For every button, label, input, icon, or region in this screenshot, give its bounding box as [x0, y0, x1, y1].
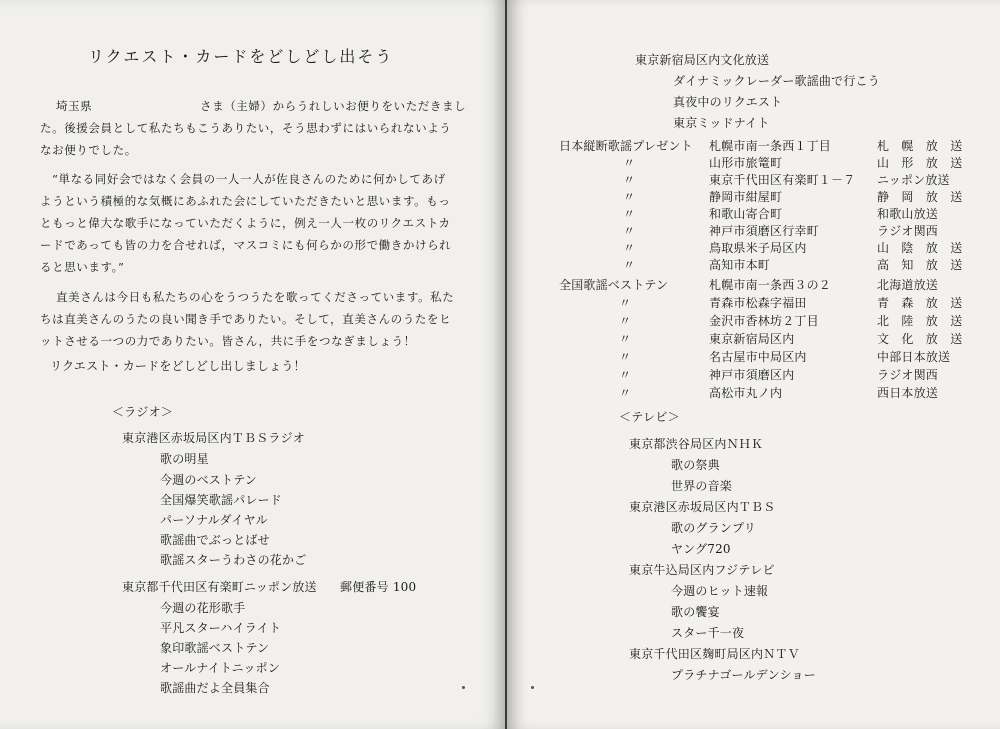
intro-line-3: なお便りでした。: [40, 143, 137, 157]
station-name: 山 形 放 送: [877, 156, 963, 170]
station-address: 東京千代田区有楽町１－７: [709, 173, 856, 187]
program-item: 歌謡スターうわさの花かご: [160, 553, 307, 567]
ditto-mark: 〃: [623, 173, 636, 187]
nippon-address: 東京都千代田区有楽町ニッポン放送: [122, 580, 317, 594]
station-name: 青 森 放 送: [877, 296, 963, 310]
nippon-postal: 郵便番号 100: [340, 580, 417, 594]
station-address: 神戸市須磨区内: [709, 368, 795, 382]
station-address: 山形市旅篭町: [709, 156, 783, 170]
station-address: 札幌市南一条西３の２: [709, 278, 832, 292]
station-name: 北 陸 放 送: [877, 314, 963, 328]
ditto-mark: 〃: [623, 241, 636, 255]
program-item: 象印歌謡ベストテン: [160, 641, 270, 655]
program-item: 歌の明星: [160, 452, 209, 466]
station-name: ラジオ関西: [877, 224, 939, 238]
fuji-address: 東京牛込局区内フジテレビ: [629, 563, 775, 577]
station-address: 鳥取県米子局区内: [709, 241, 807, 255]
station-address: 金沢市香林坊２丁目: [709, 314, 819, 328]
nhk-address: 東京都渋谷局区内ＮＨＫ: [629, 437, 764, 451]
message-line-3: ットさせる一つの力でありたい。皆さん，共に手をつなぎましょう！: [40, 334, 416, 348]
station-address: 静岡市紺屋町: [709, 190, 783, 204]
page-title: リクエスト・カードをどしどし出そう: [88, 47, 394, 66]
program-item: プラチナゴールデンショー: [671, 668, 816, 682]
station-name: 静 岡 放 送: [877, 190, 963, 204]
program-item: 平凡スターハイライト: [160, 621, 282, 635]
quote-line-2: ようという積極的な気概にあふれた会にしていただきたいと思います。もっ: [40, 194, 451, 208]
nihon-juudan-label: 日本縦断歌謡プレゼント: [559, 139, 693, 153]
station-name: 和歌山放送: [877, 207, 939, 221]
ditto-mark: 〃: [619, 332, 632, 346]
program-item: 東京ミッドナイト: [673, 116, 770, 130]
program-item: 今週のヒット速報: [671, 584, 769, 598]
print-speck: [531, 686, 534, 689]
ntv-address: 東京千代田区麹町局区内ＮＴＶ: [629, 647, 800, 661]
station-name: 西日本放送: [877, 386, 939, 400]
station-address: 高松市丸ノ内: [709, 386, 783, 400]
zenkoku-label: 全国歌謡ベストテン: [559, 278, 669, 292]
station-address: 札幌市南一条西１丁目: [709, 139, 832, 153]
station-name: ラジオ関西: [877, 368, 939, 382]
program-item: 歌の祭典: [671, 458, 720, 472]
program-item: オールナイトニッポン: [160, 661, 280, 675]
ditto-mark: 〃: [623, 224, 636, 238]
program-item: 歌のグランプリ: [671, 521, 756, 535]
station-address: 高知市本町: [709, 258, 771, 272]
ditto-mark: 〃: [623, 190, 636, 204]
program-item: 今週のベストテン: [160, 473, 258, 487]
quote-line-1: “単なる同好会ではなく会員の一人一人が佐良さんのために何かしてあげ: [52, 172, 446, 186]
ditto-mark: 〃: [619, 296, 632, 310]
station-address: 和歌山寄合町: [709, 207, 783, 221]
closing-line: リクエスト・カードをどしどし出しましょう！: [50, 359, 306, 373]
station-address: 東京新宿局区内: [709, 332, 795, 346]
ditto-mark: 〃: [619, 386, 632, 400]
program-item: 歌の饗宴: [671, 605, 720, 619]
print-speck: [462, 686, 465, 689]
quote-line-3: ともっと偉大な歌手になっていただくように，例え一人一枚のリクエストカ: [40, 216, 451, 230]
intro-line-2: た。後援会員として私たちもこうありたい，そう思わずにはいられないよう: [40, 121, 452, 135]
station-name: 北海道放送: [877, 278, 939, 292]
ditto-mark: 〃: [623, 258, 636, 272]
program-item: 歌謡曲でぶっとばせ: [160, 533, 270, 547]
station-name: 山 陰 放 送: [877, 241, 963, 255]
message-line-1: 直美さんは今日も私たちの心をうつうたを歌ってくださっています。私た: [56, 290, 455, 304]
program-item: 世界の音楽: [671, 479, 733, 493]
right-page: [507, 0, 1000, 729]
program-item: パーソナルダイヤル: [160, 513, 268, 527]
ditto-mark: 〃: [619, 368, 632, 382]
program-item: 歌謡曲だよ全員集合: [160, 681, 270, 695]
station-address: 神戸市須磨区行幸町: [709, 224, 819, 238]
tv-heading: ＜テレビ＞: [619, 410, 680, 424]
intro-line-1: さま（主婦）からうれしいお便りをいただきまし: [200, 99, 467, 113]
station-name: 高 知 放 送: [877, 258, 963, 272]
message-line-2: ちは直美さんのうたの良い聞き手でありたい。そして，直美さんのうたをヒ: [40, 312, 452, 326]
tbs-radio-address: 東京港区赤坂局区内ＴＢＳラジオ: [122, 431, 306, 445]
station-address: 青森市松森字福田: [709, 296, 807, 310]
station-name: 中部日本放送: [877, 350, 951, 364]
station-name: 札 幌 放 送: [877, 139, 963, 153]
quote-line-5: ると思います。”: [40, 260, 125, 274]
bunka-address: 東京新宿局区内文化放送: [635, 53, 770, 67]
station-address: 名古屋市中局区内: [709, 350, 807, 364]
program-item: ダイナミックレーダー歌謡曲で行こう: [673, 74, 880, 88]
program-item: スター千一夜: [671, 626, 745, 640]
program-item: 真夜中のリクエスト: [673, 95, 783, 109]
ditto-mark: 〃: [623, 156, 636, 170]
intro-prefecture: 埼玉県: [56, 99, 93, 113]
program-item: 今週の花形歌手: [160, 601, 246, 615]
program-item: 全国爆笑歌謡パレード: [160, 493, 283, 507]
quote-line-4: ードであっても皆の力を合せれば，マスコミにも何らかの形で働きかけられ: [40, 238, 452, 252]
ditto-mark: 〃: [619, 350, 632, 364]
ditto-mark: 〃: [623, 207, 636, 221]
tbs-tv-address: 東京港区赤坂局区内ＴＢＳ: [629, 500, 776, 514]
ditto-mark: 〃: [619, 314, 632, 328]
program-item: ヤング720: [671, 542, 731, 556]
station-name: ニッポン放送: [877, 173, 950, 187]
station-name: 文 化 放 送: [877, 332, 963, 346]
radio-heading: ＜ラジオ＞: [112, 405, 174, 419]
